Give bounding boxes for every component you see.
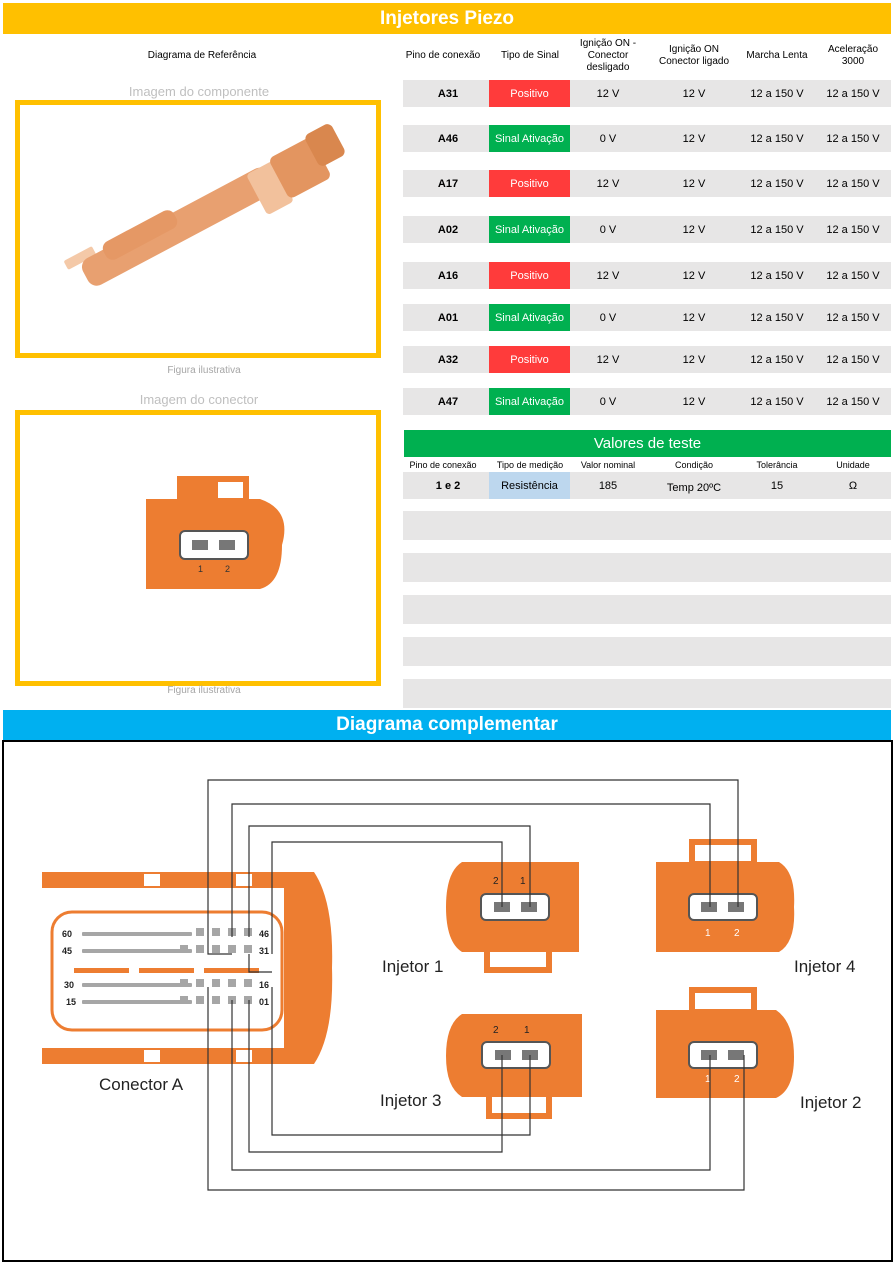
pin-cell: A47 (437, 395, 459, 408)
ign-off-cell: 12 V (596, 87, 620, 100)
inj3-pin-2: 2 (493, 1025, 499, 1036)
ign-on-cell: 12 V (682, 87, 706, 100)
inj1-pin-1: 1 (520, 876, 526, 887)
ign-on-cell: 12 V (682, 395, 706, 408)
header-ign-on: Ignição ON Conector ligado (658, 44, 730, 67)
signal-badge: Positivo (489, 80, 570, 107)
inj4-pin-2: 2 (734, 928, 740, 939)
pin-cell: A46 (437, 132, 459, 145)
injector-3 (380, 1014, 582, 1116)
idle-cell: 12 a 150 V (750, 177, 804, 190)
injector-4-label: Injetor 4 (794, 957, 856, 976)
empty-row (403, 637, 891, 666)
ign-off-cell: 0 V (599, 311, 617, 324)
test-nominal: 185 (598, 479, 618, 492)
idle-cell: 12 a 150 V (750, 87, 804, 100)
pin-cell: A02 (437, 223, 459, 236)
test-condition: Temp 20ºC (666, 481, 722, 494)
header-ref-diagram: Diagrama de Referência (147, 50, 257, 61)
injector-2-label: Injetor 2 (800, 1093, 862, 1112)
pin-label-01: 01 (259, 997, 270, 1007)
pin-label-46: 46 (259, 929, 270, 939)
empty-row (403, 595, 891, 624)
accel-cell: 12 a 150 V (826, 177, 880, 190)
test-header-tolerance: Tolerância (756, 459, 798, 470)
pin-label-31: 31 (259, 946, 270, 956)
inj2-pin-2: 2 (734, 1074, 740, 1085)
ign-on-cell: 12 V (682, 132, 706, 145)
component-caption: Imagem do componente (128, 84, 270, 99)
test-tolerance: 15 (770, 479, 784, 492)
test-type: Resistência (489, 472, 570, 499)
page-title: Injetores Piezo (3, 3, 891, 34)
injector-2 (656, 990, 861, 1112)
idle-cell: 12 a 150 V (750, 395, 804, 408)
connector-figure-note: Figura ilustrativa (167, 685, 241, 696)
pin-label-30: 30 (64, 980, 75, 990)
connector-a-label: Conector A (99, 1075, 184, 1094)
test-values-title: Valores de teste (404, 430, 891, 457)
wiring-diagram (2, 740, 893, 1262)
inj3-pin-1: 1 (524, 1025, 530, 1036)
pin-cell: A32 (437, 353, 459, 366)
pin-cell: A31 (437, 87, 459, 100)
injector-image (20, 105, 376, 353)
connector-image (20, 415, 376, 681)
test-pin: 1 e 2 (435, 479, 461, 492)
connector-pin-2: 2 (225, 564, 231, 574)
inj2-pin-1: 1 (705, 1074, 711, 1085)
ign-on-cell: 12 V (682, 311, 706, 324)
signal-badge: Sinal Ativação (489, 388, 570, 415)
connector-image-frame (15, 410, 381, 686)
header-ign-off: Ignição ON - Conector desligado (579, 38, 637, 73)
signal-badge: Sinal Ativação (489, 216, 570, 243)
ign-off-cell: 12 V (596, 269, 620, 282)
ign-on-cell: 12 V (682, 177, 706, 190)
header-pin: Pino de conexão (405, 50, 481, 61)
empty-row (403, 511, 891, 540)
test-header-unit: Unidade (836, 459, 870, 470)
signal-badge: Sinal Ativação (489, 304, 570, 331)
idle-cell: 12 a 150 V (750, 132, 804, 145)
accel-cell: 12 a 150 V (826, 132, 880, 145)
signal-badge: Positivo (489, 346, 570, 373)
signal-badge: Positivo (489, 262, 570, 289)
signal-badge: Positivo (489, 170, 570, 197)
component-image-frame (15, 100, 381, 358)
empty-row (403, 679, 891, 708)
accel-cell: 12 a 150 V (826, 269, 880, 282)
injector-1-label: Injetor 1 (382, 957, 444, 976)
inj1-pin-2: 2 (493, 876, 499, 887)
connector-a (42, 872, 332, 1094)
injector-1 (382, 862, 579, 976)
ign-off-cell: 0 V (599, 132, 617, 145)
header-idle: Marcha Lenta (746, 50, 808, 61)
injector-3-label: Injetor 3 (380, 1091, 442, 1110)
header-signal: Tipo de Sinal (501, 50, 559, 61)
idle-cell: 12 a 150 V (750, 353, 804, 366)
inj4-pin-1: 1 (705, 928, 711, 939)
ign-off-cell: 0 V (599, 395, 617, 408)
component-figure-note: Figura ilustrativa (167, 365, 241, 376)
header-accel: Aceleração 3000 (827, 44, 879, 67)
pin-label-60: 60 (62, 929, 73, 939)
idle-cell: 12 a 150 V (750, 223, 804, 236)
test-header-nominal: Valor nominal (580, 459, 636, 470)
accel-cell: 12 a 150 V (826, 311, 880, 324)
ign-on-cell: 12 V (682, 353, 706, 366)
pin-cell: A01 (437, 311, 459, 324)
accel-cell: 12 a 150 V (826, 223, 880, 236)
connector-pin-1: 1 (198, 564, 204, 574)
test-header-pin: Pino de conexão (409, 459, 477, 470)
ign-off-cell: 12 V (596, 353, 620, 366)
pin-cell: A16 (437, 269, 459, 282)
empty-row (403, 553, 891, 582)
pin-label-16: 16 (259, 980, 270, 990)
accel-cell: 12 a 150 V (826, 395, 880, 408)
test-header-type: Tipo de medição (496, 459, 564, 470)
accel-cell: 12 a 150 V (826, 353, 880, 366)
idle-cell: 12 a 150 V (750, 311, 804, 324)
pin-label-15: 15 (66, 997, 77, 1007)
ign-on-cell: 12 V (682, 223, 706, 236)
ign-on-cell: 12 V (682, 269, 706, 282)
complementary-title: Diagrama complementar (3, 710, 891, 740)
connector-caption: Imagem do conector (139, 392, 259, 407)
pin-label-45: 45 (62, 946, 73, 956)
signal-badge: Sinal Ativação (489, 125, 570, 152)
ign-off-cell: 12 V (596, 177, 620, 190)
pin-cell: A17 (437, 177, 459, 190)
injector-4 (656, 842, 855, 976)
accel-cell: 12 a 150 V (826, 87, 880, 100)
idle-cell: 12 a 150 V (750, 269, 804, 282)
ign-off-cell: 0 V (599, 223, 617, 236)
test-header-condition: Condição (674, 459, 714, 470)
test-unit: Ω (848, 479, 858, 492)
